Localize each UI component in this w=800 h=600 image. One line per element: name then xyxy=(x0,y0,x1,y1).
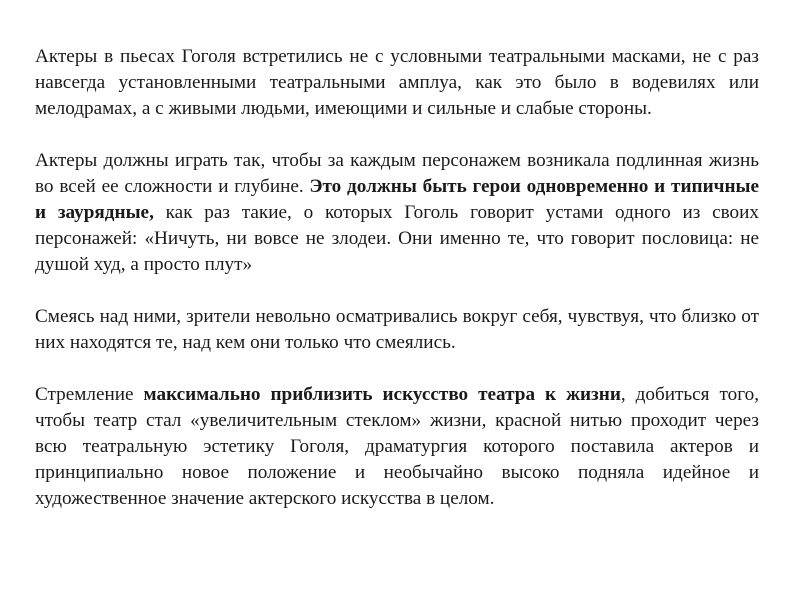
slide-body xyxy=(35,44,759,512)
paragraph-3 xyxy=(35,304,759,356)
paragraph-2-text-end: как раз такие, о которых Гоголь говорит устами одного из своих персонажей: «Ничуть, ни вовсе не злодеи. Они именно те, что говорит пословица: не душой худ, а просто плут» xyxy=(35,202,759,275)
paragraph-4-text-start: Стремление xyxy=(35,384,144,405)
paragraph-4-text-end: , добиться того, чтобы театр стал «увеличительным стеклом» жизни, красной нитью проходит через всю театральную эстетику Гоголя, драматургия которого поставила актеров и принципиально новое положение и необычайно высоко подняла идейное и художественное значение актерского искусства в целом. xyxy=(35,384,759,509)
paragraph-2 xyxy=(35,148,759,278)
paragraph-3-text: Смеясь над ними, зрители невольно осматривались вокруг себя, чувствуя, что близко от них находятся те, над кем они только что смеялись. xyxy=(35,306,759,353)
paragraph-2-text-start: Актеры должны играть так, чтобы за каждым персонажем возникала подлинная жизнь во всей ее сложности и глубине. xyxy=(35,150,759,197)
paragraph-4-emphasis: максимально приблизить искусство театра к жизни xyxy=(143,384,621,405)
paragraph-1-text: Актеры в пьесах Гоголя встретились не с условными театральными масками, не с раз навсегда установленными театральными амплуа, как это было в водевилях или мелодрамах, а с живыми людьми, имеющими и сильные и слабые стороны. xyxy=(35,46,759,119)
paragraph-4 xyxy=(35,382,759,512)
paragraph-2-emphasis: Это должны быть герои одновременно и типичные и заурядные, xyxy=(35,176,759,223)
paragraph-1 xyxy=(35,44,759,122)
